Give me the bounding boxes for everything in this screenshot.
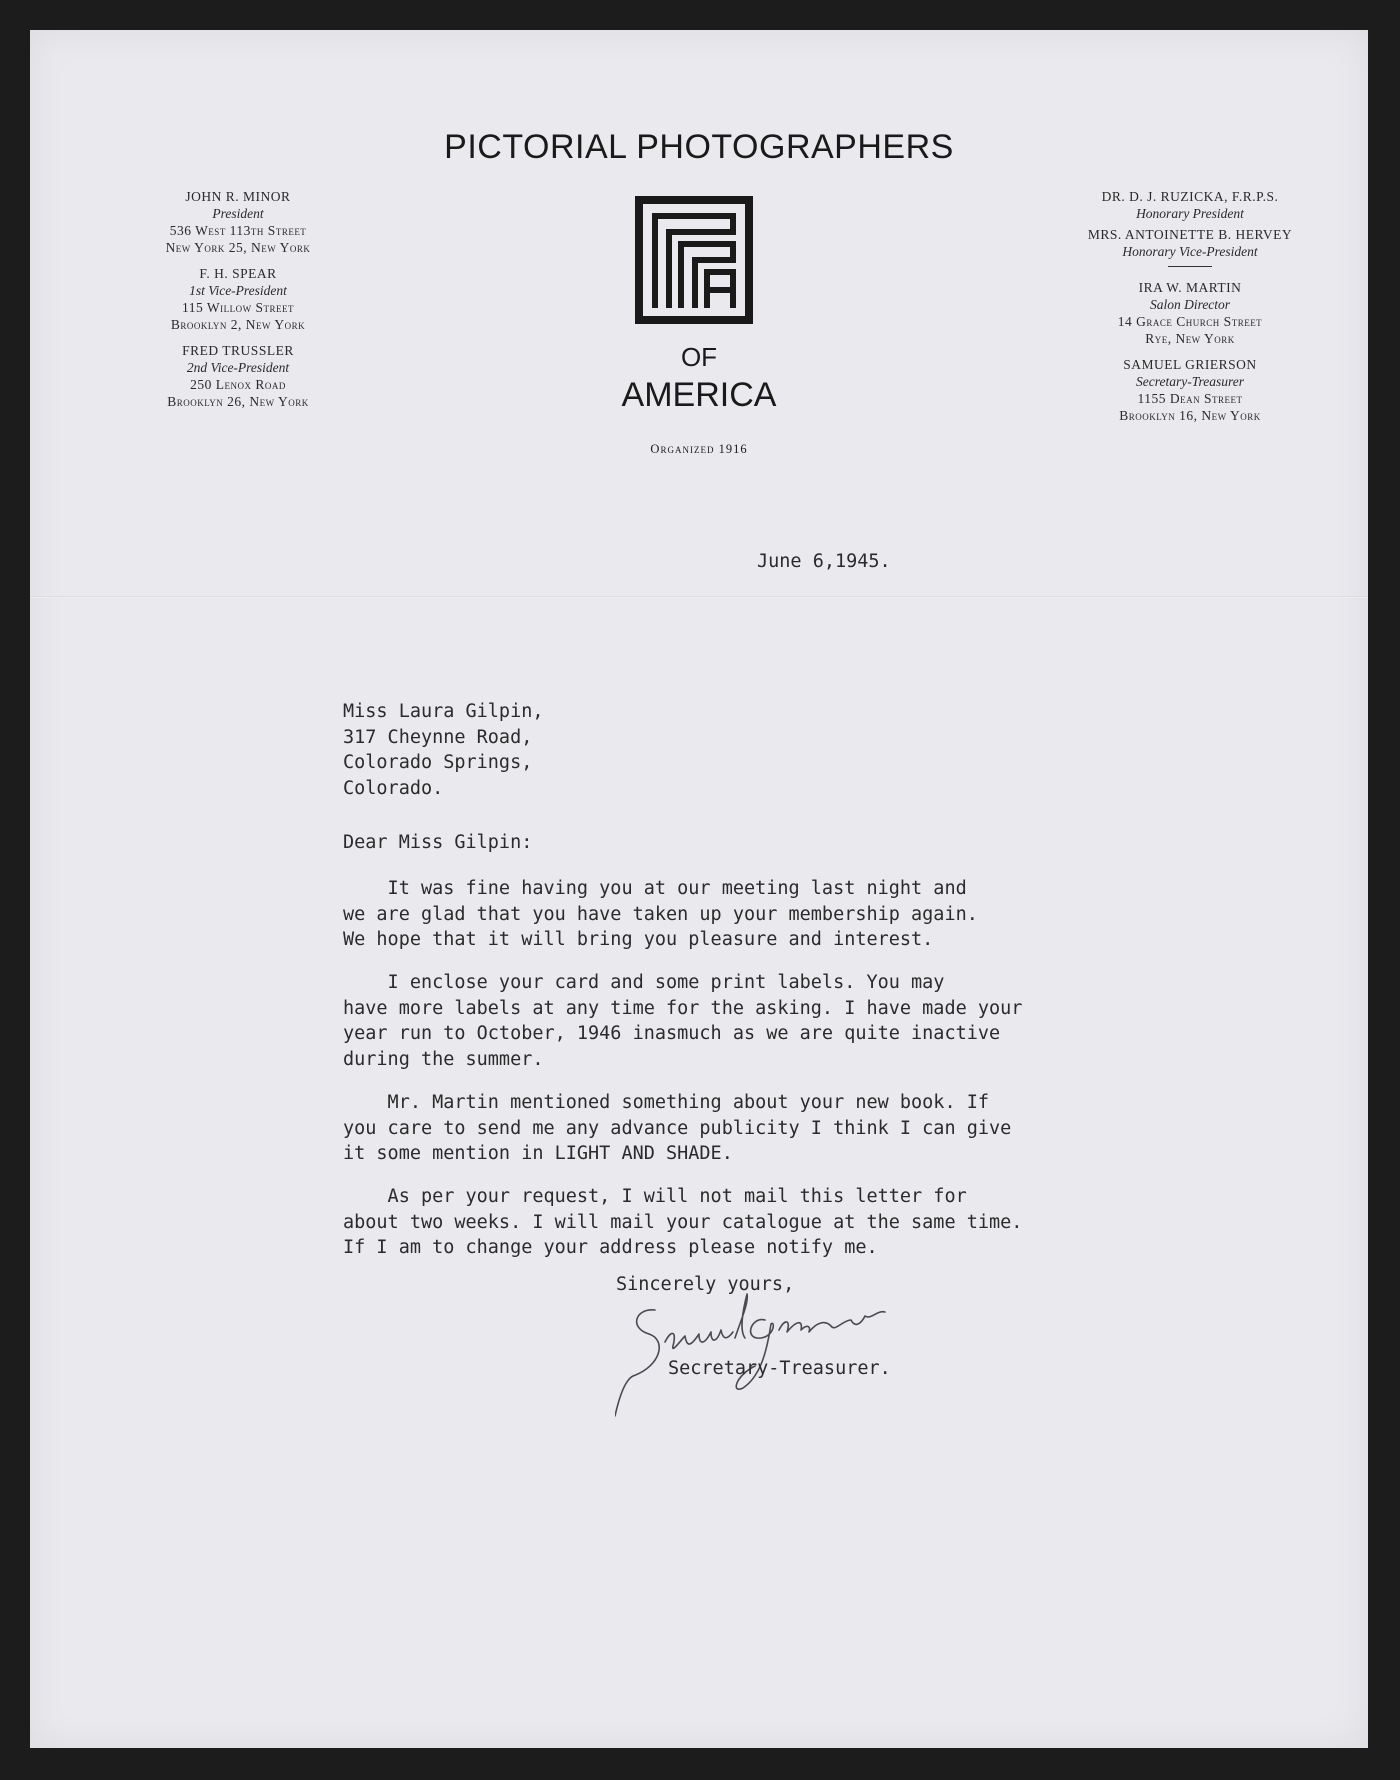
officer-name: DR. D. J. RUZICKA, F.R.P.S. <box>1101 189 1279 204</box>
officer-address-line: Brooklyn 16, New York <box>1119 408 1261 423</box>
handwritten-signature <box>615 1280 935 1420</box>
officer-entry <box>108 188 368 256</box>
officer-role: 1st Vice-President <box>189 283 287 298</box>
officer-role: 2nd Vice-President <box>186 360 290 375</box>
body-line: We hope that it will bring you pleasure and interest. <box>343 929 934 951</box>
signer-title: Secretary-Treasurer. <box>668 1358 891 1379</box>
officer-entry <box>1020 356 1360 424</box>
officer-role: Salon Director <box>1149 297 1231 312</box>
officer-address-line: 1155 Dean Street <box>1137 391 1243 406</box>
officer-address-line: Rye, New York <box>1145 331 1235 346</box>
body-line: Mr. Martin mentioned something about your new book. If <box>343 1092 990 1113</box>
right-officers-column <box>1020 188 1360 433</box>
recipient-line: Colorado Springs, <box>343 752 533 774</box>
body-paragraph <box>343 1090 1011 1167</box>
officer-name: SAMUEL GRIERSON <box>1123 357 1257 372</box>
body-paragraph <box>343 876 978 953</box>
letter-date: June 6,1945. <box>757 551 891 572</box>
organized-year: Organized 1916 <box>650 442 748 456</box>
officer-name: IRA W. MARTIN <box>1138 280 1242 295</box>
body-paragraph <box>343 970 1022 1073</box>
recipient-address <box>343 699 543 802</box>
organization-of: OF <box>680 342 718 372</box>
recipient-line: Miss Laura Gilpin, <box>343 701 544 722</box>
body-line: you care to send me any advance publicity I think I can give <box>343 1117 1012 1139</box>
officer-address-line: 536 West 113th Street <box>169 223 307 238</box>
officer-address-line: 14 Grace Church Street <box>1117 314 1263 329</box>
body-line: it some mention in LIGHT AND SHADE. <box>343 1143 733 1165</box>
paper-fold-crease <box>30 596 1368 598</box>
recipient-line: Colorado. <box>343 778 444 800</box>
closing: Sincerely yours, <box>616 1274 795 1295</box>
officer-address-line: New York 25, New York <box>165 240 311 255</box>
honorary-entry <box>1020 188 1360 222</box>
body-line: As per your request, I will not mail this letter for <box>343 1186 967 1207</box>
officer-address-line: Brooklyn 26, New York <box>167 394 309 409</box>
honorary-entry <box>1020 226 1360 260</box>
body-line: have more labels at any time for the asking. I have made your <box>343 997 1023 1019</box>
body-line: about two weeks. I will mail your catalogue at the same time. <box>343 1211 1023 1233</box>
body-line: we are glad that you have taken up your membership again. <box>343 903 978 925</box>
officer-role: Honorary Vice-President <box>1122 244 1258 259</box>
body-line: If I am to change your address please notify me. <box>343 1237 878 1259</box>
salutation: Dear Miss Gilpin: <box>343 832 533 853</box>
letter-page <box>30 30 1368 1748</box>
officer-address-line: 115 Willow Street <box>182 300 294 315</box>
body-line: year run to October, 1946 inasmuch as we are quite inactive <box>343 1023 1001 1045</box>
officer-entry <box>1020 279 1360 347</box>
recipient-line: 317 Cheynne Road, <box>343 726 533 748</box>
officer-role: Secretary-Treasurer <box>1136 374 1244 389</box>
body-line: I enclose your card and some print labels. You may <box>343 972 945 993</box>
body-line: It was fine having you at our meeting last night and <box>343 878 967 899</box>
officer-name: JOHN R. MINOR <box>185 189 291 204</box>
body-line: during the summer. <box>343 1049 544 1071</box>
ppa-logo-icon <box>635 196 753 324</box>
organization-america: AMERICA <box>621 376 777 414</box>
officer-role: President <box>212 206 264 221</box>
officer-address-line: Brooklyn 2, New York <box>170 317 306 332</box>
officer-name: MRS. ANTOINETTE B. HERVEY <box>1087 227 1293 242</box>
officer-role: Honorary President <box>1136 206 1244 221</box>
officer-name: F. H. SPEAR <box>199 266 277 281</box>
body-paragraph <box>343 1184 1022 1261</box>
divider <box>1168 266 1212 267</box>
officer-entry <box>108 265 368 333</box>
officer-name: FRED TRUSSLER <box>182 343 294 358</box>
organization-name: PICTORIAL PHOTOGRAPHERS <box>444 128 954 166</box>
officer-address-line: 250 Lenox Road <box>190 377 286 392</box>
